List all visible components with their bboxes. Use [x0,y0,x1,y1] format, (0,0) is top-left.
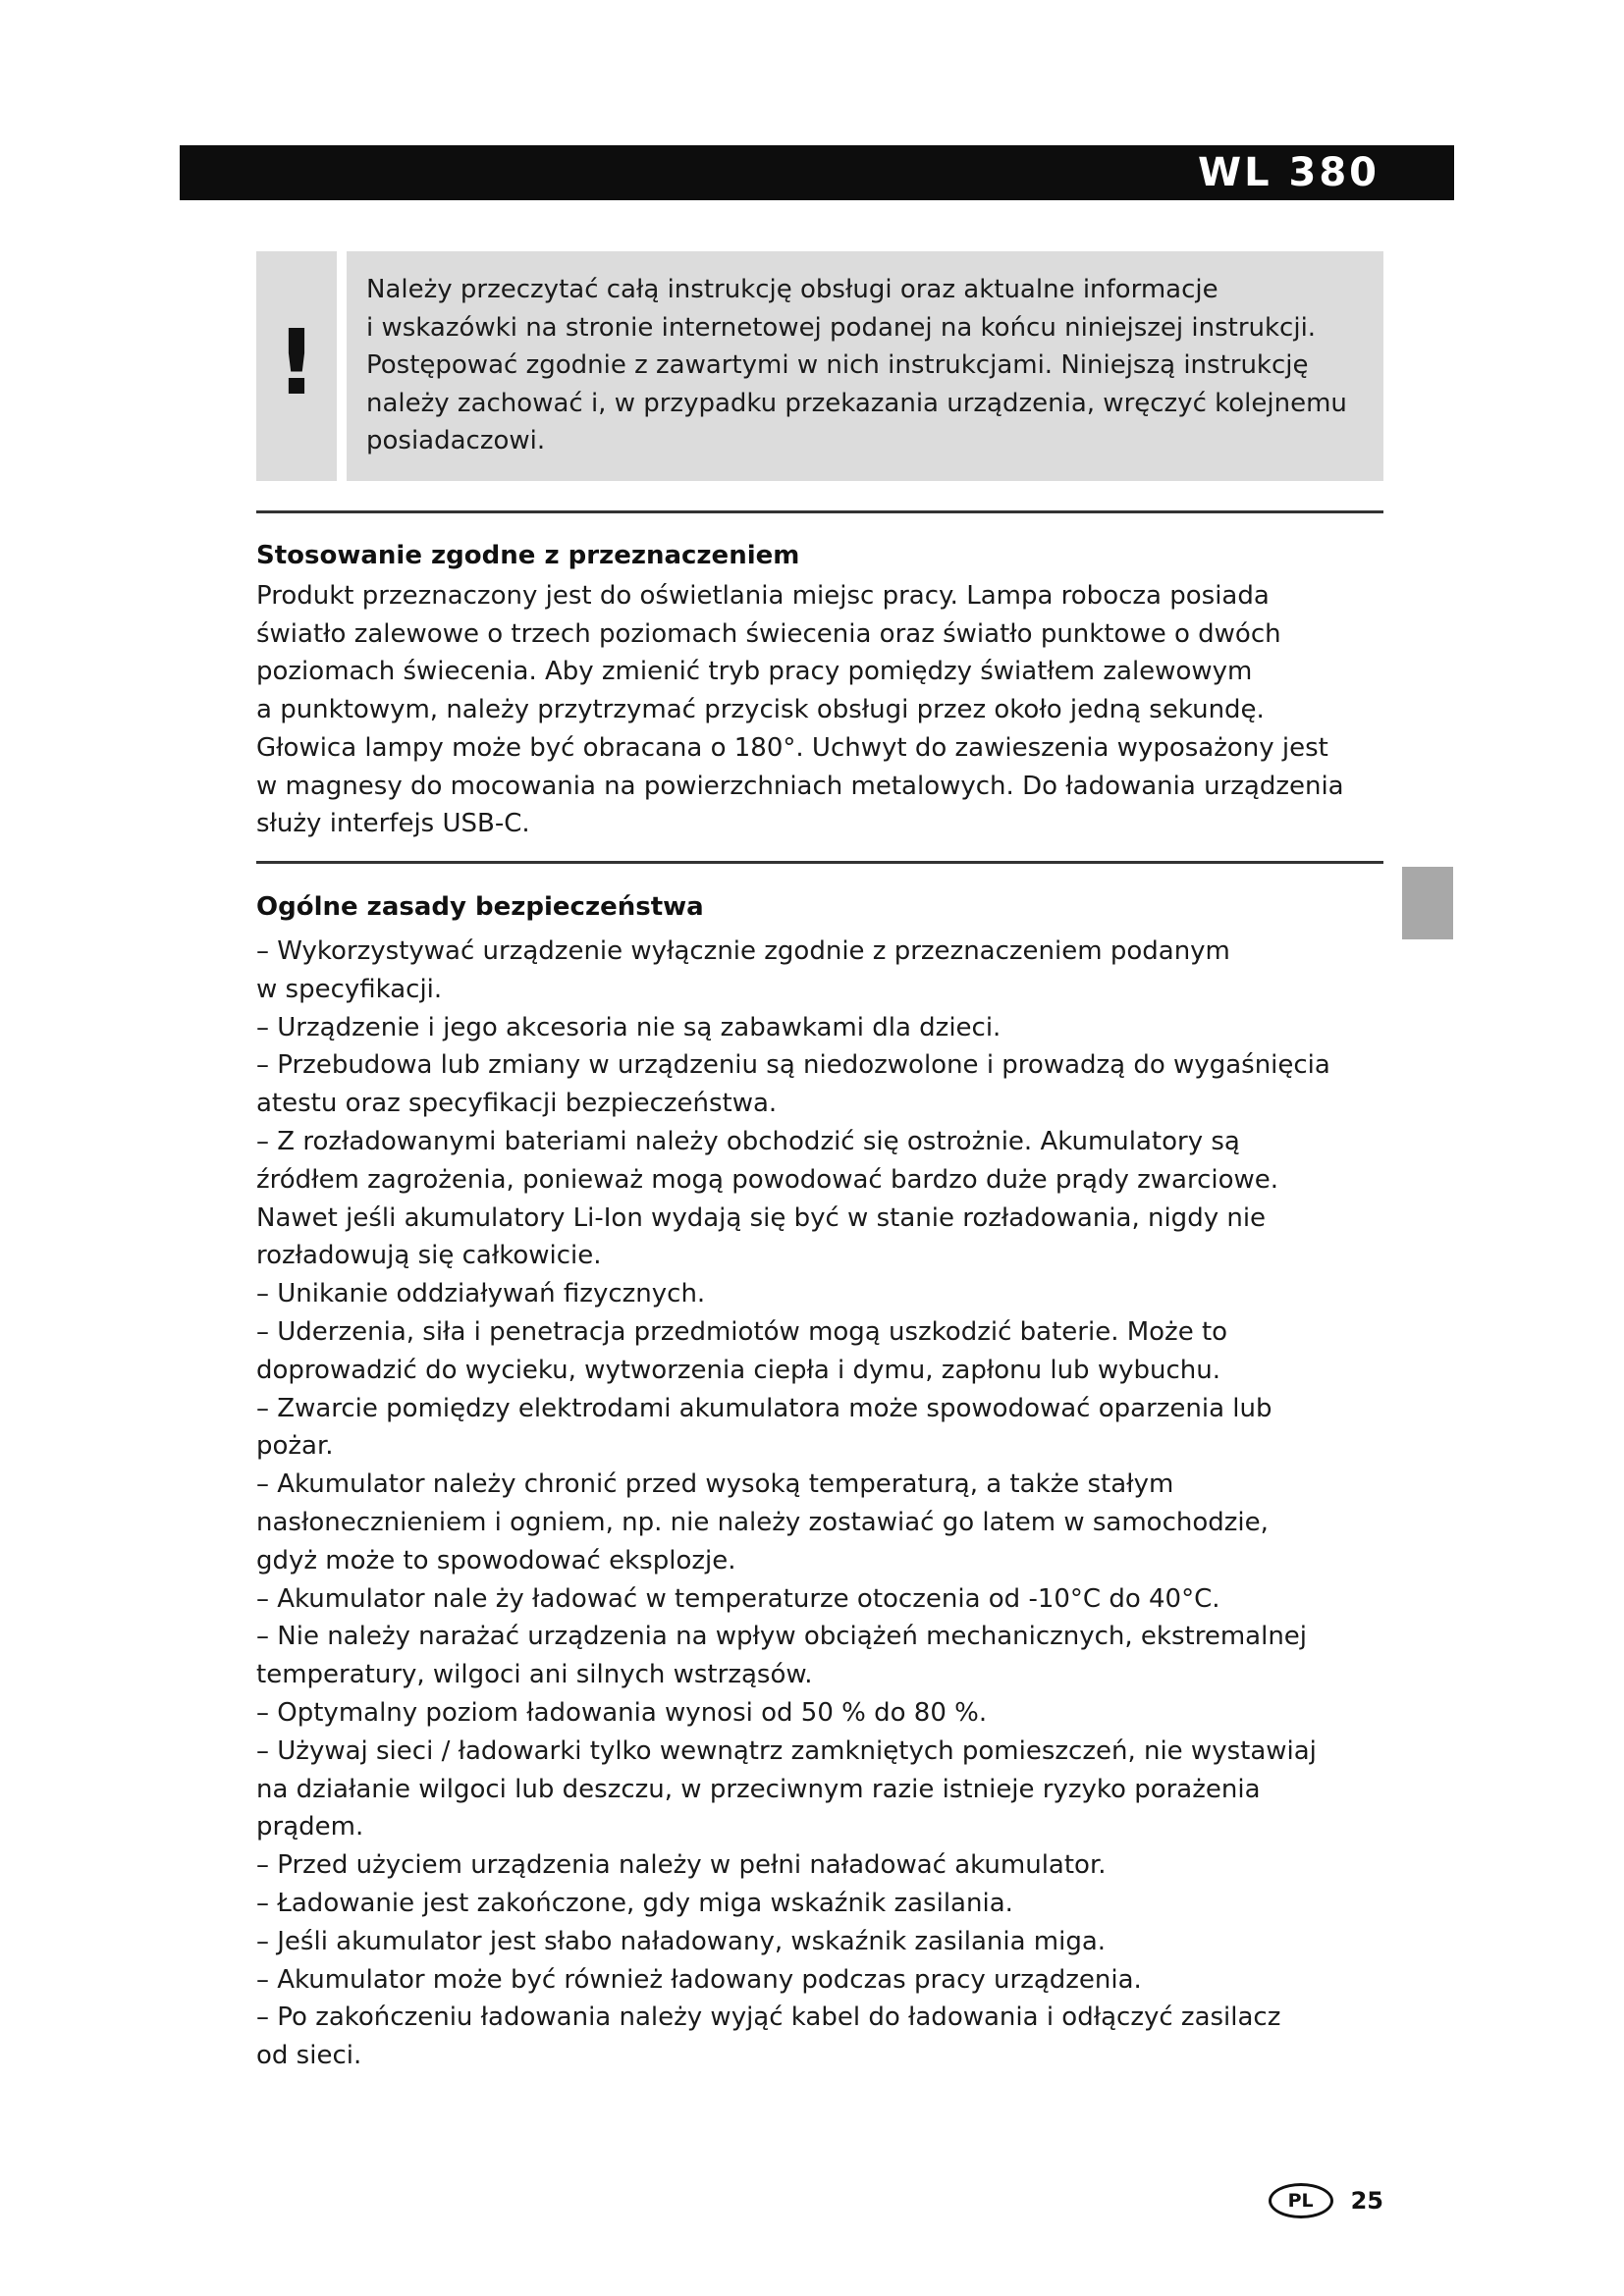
intended-use-body: Produkt przeznaczony jest do oświetlania miejsc pracy. Lampa robocza posiada światło zalewowe o trzech poziomach świecenia oraz światło punktowe o dwóch poziomach świecenia. Aby zmienić tryb pracy pomiędzy światłem zalewowym a punktowym, należy przytrzymać przycisk obsługi przez około jedną sekundę. Głowica lampy może być obracana o 180°. Uchwyt do zawieszenia wyposażony jest w magnesy do mocowania na powierzchniach metalowych. Do ładowania urządzenia służy interfejs USB-C. [256,581,1344,839]
list-item: – Akumulator może być również ładowany podczas pracy urządzenia. [256,1964,1142,1995]
notice-icon-box [256,251,337,481]
page-number: 25 [1350,2187,1383,2215]
section-divider [256,510,1383,513]
list-item: – Zwarcie pomiędzy elektrodami akumulatora może spowodować oparzenia lub pożar. [256,1393,1272,1462]
list-item: – Optymalny poziom ładowania wynosi od 50 % do 80 %. [256,1697,988,1728]
section-divider [256,861,1383,864]
page-footer [1269,2183,1383,2218]
notice-text: Należy przeczytać całą instrukcję obsługi oraz aktualne informacje i wskazówki na stronie internetowej podanej na końcu niniejszej instrukcji. Postępować zgodnie z zawartymi w nich instrukcjami. Niniejszą instrukcję należy zachować i, w przypadku przekazania urządzenia, wręczyć kolejnemu posiadaczowi. [366,275,1347,455]
safety-list [256,933,1395,2075]
list-item: – Jeśli akumulator jest słabo naładowany, wskaźnik zasilania miga. [256,1926,1107,1956]
list-item: – Ładowanie jest zakończone, gdy miga wskaźnik zasilania. [256,1888,1013,1918]
notice-box [347,251,1383,481]
list-item: – Wykorzystywać urządzenie wyłącznie zgodnie z przeznaczeniem podanym w specyfikacji. [256,936,1230,1004]
side-tab-marker [1402,867,1453,939]
list-item: – Po zakończeniu ładowania należy wyjąć kabel do ładowania i odłączyć zasilacz od sieci. [256,2002,1281,2071]
list-item: – Akumulator należy chronić przed wysoką temperaturą, a także stałym nasłonecznieniem i ogniem, np. nie należy zostawiać go latem w samochodzie, gdyż może to spowodować eksplozje. [256,1469,1269,1575]
list-item: – Przebudowa lub zmiany w urządzeniu są niedozwolone i prowadzą do wygaśnięcia atestu oraz specyfikacji bezpieczeństwa. [256,1050,1330,1119]
model-title: WL 380 [1197,150,1380,195]
header-bar [180,145,1454,200]
list-item: – Z rozładowanymi bateriami należy obchodzić się ostrożnie. Akumulatory są źródłem zagrożenia, ponieważ mogą powodować bardzo duże prądy zwarciowe. Nawet jeśli akumulatory Li-Ion wydają się być w stanie rozładowania, nigdy nie rozładowują się całkowicie. [256,1126,1279,1271]
list-item: – Uderzenia, siła i penetracja przedmiotów mogą uszkodzić baterie. Może to doprowadzić do wycieku, wytworzenia ciepła i dymu, zapłonu lub wybuchu. [256,1316,1228,1385]
exclamation-icon: ! [276,310,317,415]
list-item: – Urządzenie i jego akcesoria nie są zabawkami dla dzieci. [256,1012,1001,1042]
language-badge: PL [1269,2183,1333,2218]
list-item: – Akumulator nale ży ładować w temperaturze otoczenia od -10°C do 40°C. [256,1583,1220,1614]
list-item: – Przed użyciem urządzenia należy w pełni naładować akumulator. [256,1850,1107,1881]
list-item: – Nie należy narażać urządzenia na wpływ obciążeń mechanicznych, ekstremalnej temperatury, wilgoci ani silnych wstrząsów. [256,1622,1308,1690]
safety-heading: Ogólne zasady bezpieczeństwa [256,892,704,922]
list-item: – Używaj sieci / ładowarki tylko wewnątrz zamkniętych pomieszczeń, nie wystawiaj na działanie wilgoci lub deszczu, w przeciwnym razie istnieje ryzyko porażenia prądem. [256,1735,1317,1842]
intended-use-heading: Stosowanie zgodne z przeznaczeniem [256,541,800,570]
list-item: – Unikanie oddziaływań fizycznych. [256,1279,706,1309]
